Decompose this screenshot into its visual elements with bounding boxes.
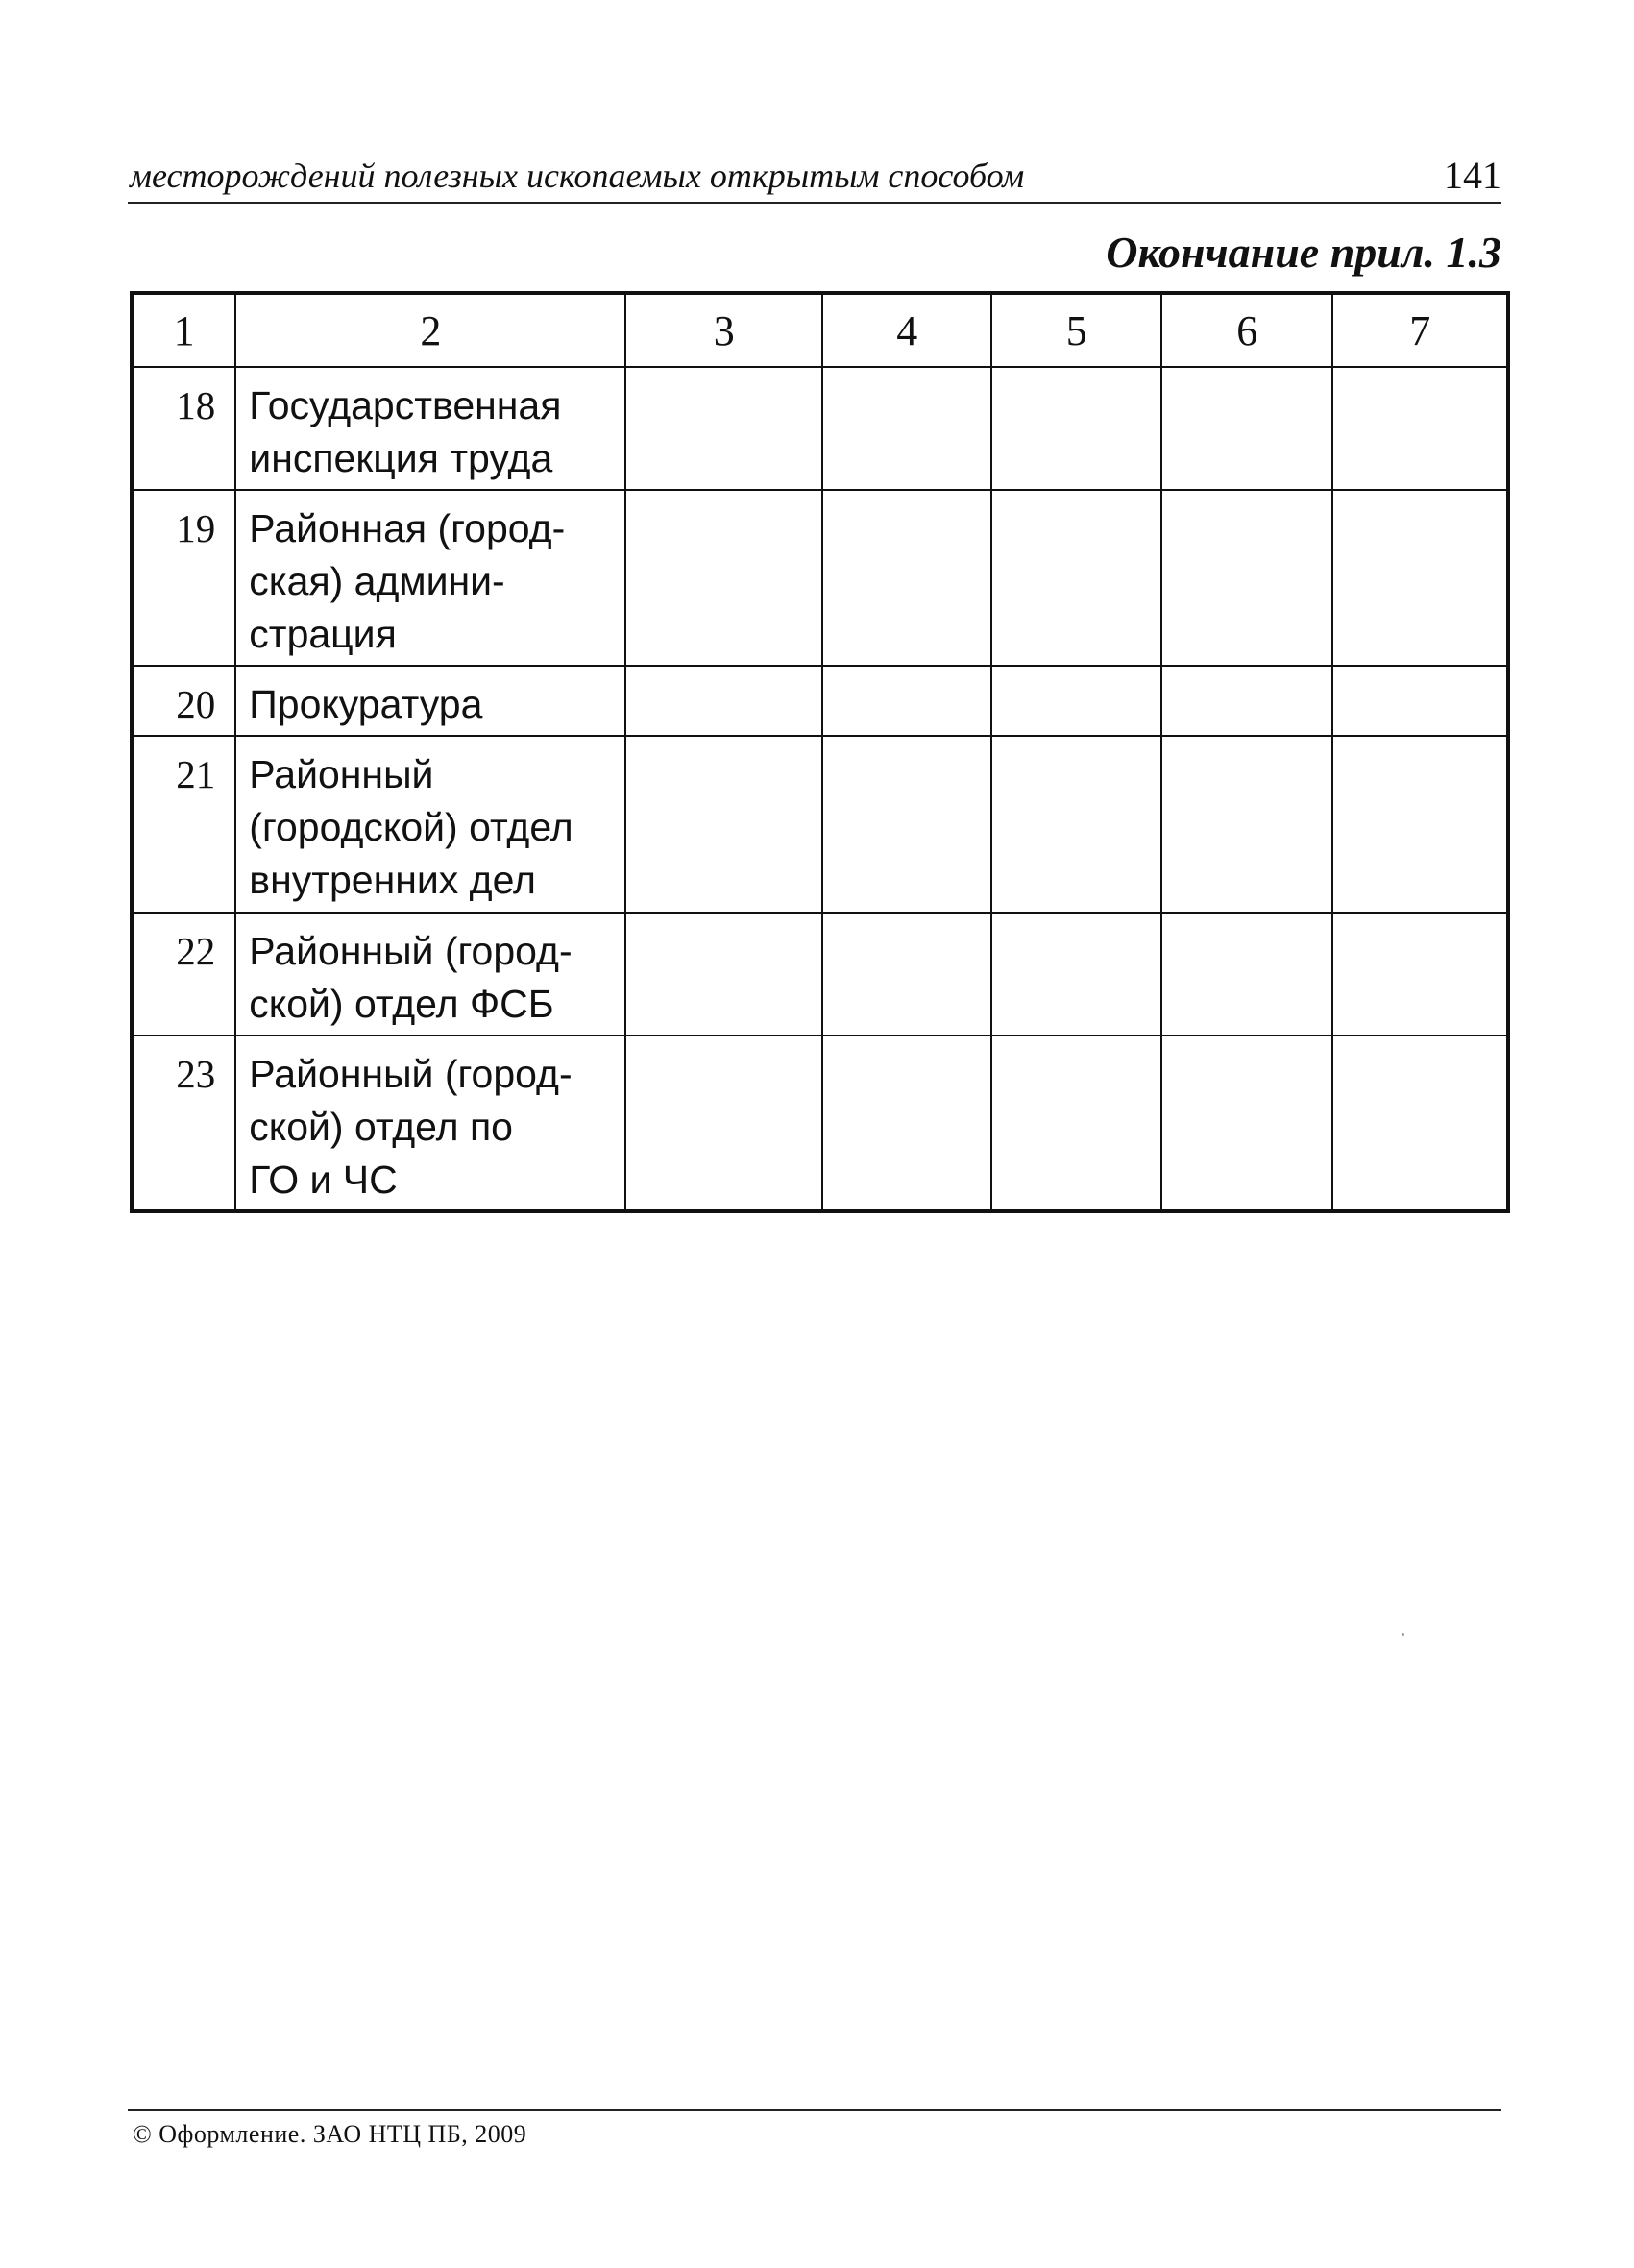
- column-header: 6: [1161, 293, 1332, 367]
- empty-cell: [822, 736, 991, 913]
- empty-cell: [1161, 736, 1332, 913]
- empty-cell: [1332, 1036, 1508, 1211]
- empty-cell: [822, 1036, 991, 1211]
- organization-name: Районный (город- ской) отдел ФСБ: [235, 913, 625, 1036]
- empty-cell: [991, 490, 1160, 666]
- row-number: 18: [132, 367, 235, 490]
- page-number: 141: [1444, 154, 1501, 197]
- table-row: [132, 367, 1508, 490]
- empty-cell: [625, 666, 822, 736]
- table-row: [132, 490, 1508, 666]
- column-header: 3: [625, 293, 822, 367]
- organization-name: Районная (город- ская) админи- страция: [235, 490, 625, 666]
- empty-cell: [625, 490, 822, 666]
- empty-cell: [625, 1036, 822, 1211]
- empty-cell: [1161, 490, 1332, 666]
- column-header: 7: [1332, 293, 1508, 367]
- footer-rule: [128, 2109, 1501, 2111]
- table-row: [132, 913, 1508, 1036]
- empty-cell: [991, 736, 1160, 913]
- column-header: 5: [991, 293, 1160, 367]
- empty-cell: [1332, 913, 1508, 1036]
- empty-cell: [1332, 666, 1508, 736]
- column-header: 1: [132, 293, 235, 367]
- empty-cell: [1161, 913, 1332, 1036]
- empty-cell: [822, 913, 991, 1036]
- scan-speck: [1402, 1633, 1404, 1636]
- row-number: 23: [132, 1036, 235, 1211]
- footer-copyright: © Оформление. ЗАО НТЦ ПБ, 2009: [133, 2120, 527, 2148]
- empty-cell: [991, 666, 1160, 736]
- row-number: 19: [132, 490, 235, 666]
- empty-cell: [1332, 367, 1508, 490]
- empty-cell: [1161, 367, 1332, 490]
- table-header-row: [132, 293, 1508, 367]
- empty-cell: [1332, 736, 1508, 913]
- column-header: 4: [822, 293, 991, 367]
- running-title: месторождений полезных ископаемых открытым способом: [130, 157, 1025, 195]
- organization-name: Районный (городской) отдел внутренних дел: [235, 736, 625, 913]
- empty-cell: [1161, 666, 1332, 736]
- row-number: 22: [132, 913, 235, 1036]
- empty-cell: [625, 913, 822, 1036]
- table-row: [132, 666, 1508, 736]
- organization-name: Прокуратура: [235, 666, 625, 736]
- row-number: 21: [132, 736, 235, 913]
- appendix-caption: Окончание прил. 1.3: [1106, 228, 1501, 277]
- empty-cell: [1161, 1036, 1332, 1211]
- empty-cell: [991, 367, 1160, 490]
- empty-cell: [1332, 490, 1508, 666]
- empty-cell: [625, 367, 822, 490]
- empty-cell: [822, 367, 991, 490]
- organization-name: Государственная инспекция труда: [235, 367, 625, 490]
- empty-cell: [822, 490, 991, 666]
- empty-cell: [991, 1036, 1160, 1211]
- column-header: 2: [235, 293, 625, 367]
- table-row: [132, 736, 1508, 913]
- running-header: [128, 152, 1501, 204]
- empty-cell: [822, 666, 991, 736]
- empty-cell: [991, 913, 1160, 1036]
- table-row: [132, 1036, 1508, 1211]
- row-number: 20: [132, 666, 235, 736]
- empty-cell: [625, 736, 822, 913]
- appendix-table: [130, 291, 1510, 1213]
- organization-name: Районный (город- ской) отдел по ГО и ЧС: [235, 1036, 625, 1211]
